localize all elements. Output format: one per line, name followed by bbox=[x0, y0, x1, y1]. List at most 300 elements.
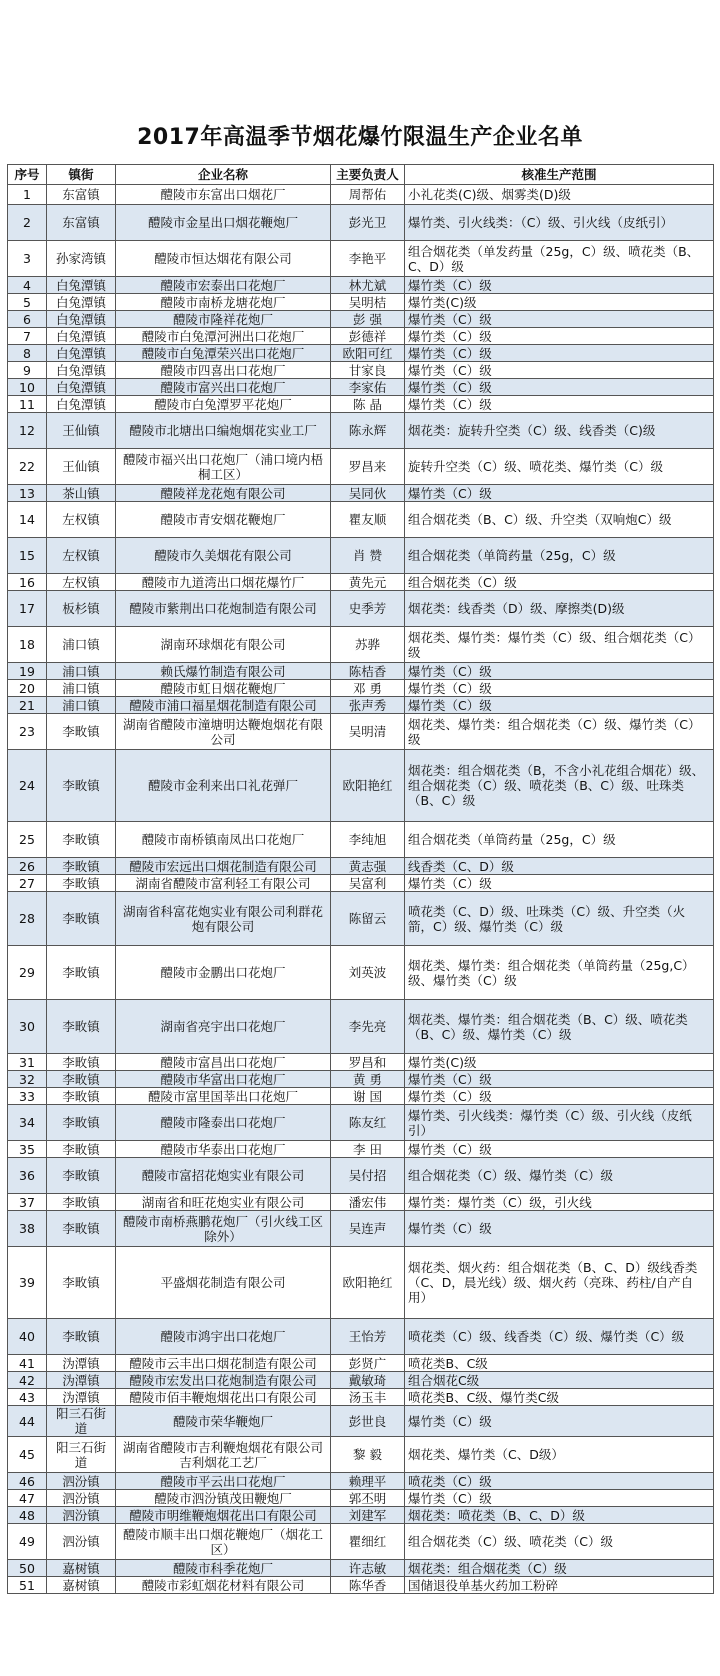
table-row bbox=[8, 574, 714, 591]
table-row bbox=[8, 502, 714, 538]
cell-person: 史季芳 bbox=[331, 591, 405, 627]
cell-person: 李纯旭 bbox=[331, 822, 405, 858]
cell-person: 许志敏 bbox=[331, 1560, 405, 1577]
cell-person: 欧阳艳红 bbox=[331, 750, 405, 822]
table-row bbox=[8, 345, 714, 362]
cell-scope: 爆竹类(C)级 bbox=[405, 1054, 714, 1071]
cell-town: 白兔潭镇 bbox=[47, 396, 116, 413]
cell-person: 周帮佑 bbox=[331, 185, 405, 205]
cell-town: 阳三石街道 bbox=[47, 1406, 116, 1437]
cell-person: 甘家良 bbox=[331, 362, 405, 379]
cell-person: 欧阳可红 bbox=[331, 345, 405, 362]
cell-company: 醴陵市富里国莘出口花炮厂 bbox=[116, 1088, 331, 1105]
table-row bbox=[8, 822, 714, 858]
table-row bbox=[8, 1194, 714, 1211]
page-title: 2017年高温季节烟花爆竹限温生产企业名单 bbox=[137, 125, 583, 150]
cell-town: 孙家湾镇 bbox=[47, 241, 116, 277]
cell-scope: 爆竹类（C）级 bbox=[405, 328, 714, 345]
cell-no: 5 bbox=[8, 294, 47, 311]
cell-company: 醴陵市云丰出口烟花制造有限公司 bbox=[116, 1355, 331, 1372]
cell-company: 赖氏爆竹制造有限公司 bbox=[116, 663, 331, 680]
cell-scope: 烟花类：喷花类（B、C、D）级 bbox=[405, 1507, 714, 1524]
cell-person: 刘英波 bbox=[331, 946, 405, 1000]
cell-person: 陈留云 bbox=[331, 892, 405, 946]
table-row bbox=[8, 485, 714, 502]
cell-person: 陈友红 bbox=[331, 1105, 405, 1141]
cell-person: 肖 赞 bbox=[331, 538, 405, 574]
cell-company: 醴陵市浦口福星烟花制造有限公司 bbox=[116, 697, 331, 714]
cell-scope: 爆竹类（C）级 bbox=[405, 379, 714, 396]
table-row bbox=[8, 379, 714, 396]
cell-no: 48 bbox=[8, 1507, 47, 1524]
cell-company: 醴陵市华泰出口花炮厂 bbox=[116, 1141, 331, 1158]
cell-company: 醴陵市宏发出口花炮制造有限公司 bbox=[116, 1372, 331, 1389]
cell-company: 湖南省和旺花炮实业有限公司 bbox=[116, 1194, 331, 1211]
cell-town: 浦口镇 bbox=[47, 680, 116, 697]
cell-no: 37 bbox=[8, 1194, 47, 1211]
cell-scope: 爆竹类（C）级 bbox=[405, 1088, 714, 1105]
table-row bbox=[8, 1437, 714, 1473]
cell-town: 板杉镇 bbox=[47, 591, 116, 627]
cell-town: 白兔潭镇 bbox=[47, 277, 116, 294]
cell-company: 湖南省醴陵市吉利鞭炮烟花有限公司吉利烟花工艺厂 bbox=[116, 1437, 331, 1473]
table-row bbox=[8, 1372, 714, 1389]
cell-company: 醴陵市金星出口烟花鞭炮厂 bbox=[116, 205, 331, 241]
cell-person: 彭德祥 bbox=[331, 328, 405, 345]
cell-company: 醴陵市华富出口花炮厂 bbox=[116, 1071, 331, 1088]
cell-scope: 组合烟花类（C）级、喷花类（C）级 bbox=[405, 1524, 714, 1560]
cell-no: 43 bbox=[8, 1389, 47, 1406]
cell-scope: 组合烟花类（单筒药量（25g，C）级 bbox=[405, 538, 714, 574]
cell-town: 李畋镇 bbox=[47, 1211, 116, 1247]
cell-no: 20 bbox=[8, 680, 47, 697]
cell-scope: 爆竹类（C）级 bbox=[405, 875, 714, 892]
cell-person: 李先亮 bbox=[331, 1000, 405, 1054]
cell-company: 醴陵市富昌出口花炮厂 bbox=[116, 1054, 331, 1071]
cell-no: 15 bbox=[8, 538, 47, 574]
header-town: 镇街 bbox=[47, 165, 116, 185]
cell-company: 醴陵市鸿宇出口花炮厂 bbox=[116, 1319, 331, 1355]
cell-scope: 烟花类：组合烟花类（B，不含小礼花组合烟花）级、组合烟花类（C）级、喷花类（B、C）级、吐珠类（B、C）级 bbox=[405, 750, 714, 822]
cell-person: 刘建军 bbox=[331, 1507, 405, 1524]
cell-company: 醴陵市白兔潭河洲出口花炮厂 bbox=[116, 328, 331, 345]
cell-no: 16 bbox=[8, 574, 47, 591]
cell-town: 茶山镇 bbox=[47, 485, 116, 502]
cell-scope: 烟花类、烟火药：组合烟花类（B、C、D）级线香类（C、D，晨光线）级、烟火药（亮珠、药柱/自产自用） bbox=[405, 1247, 714, 1319]
cell-company: 醴陵市隆泰出口花炮厂 bbox=[116, 1105, 331, 1141]
table-row bbox=[8, 311, 714, 328]
cell-person: 王怡芳 bbox=[331, 1319, 405, 1355]
table-row bbox=[8, 277, 714, 294]
cell-no: 28 bbox=[8, 892, 47, 946]
table-row bbox=[8, 1071, 714, 1088]
cell-person: 张声秀 bbox=[331, 697, 405, 714]
cell-no: 31 bbox=[8, 1054, 47, 1071]
header-scope: 核准生产范围 bbox=[405, 165, 714, 185]
cell-person: 罗昌和 bbox=[331, 1054, 405, 1071]
cell-scope: 爆竹类、引火线类：（C）级、引火线（皮纸引） bbox=[405, 205, 714, 241]
cell-company: 湖南省醴陵市潼塘明达鞭炮烟花有限公司 bbox=[116, 714, 331, 750]
cell-company: 醴陵市福兴出口花炮厂（浦口境内梧桐工区） bbox=[116, 449, 331, 485]
cell-town: 李畋镇 bbox=[47, 1194, 116, 1211]
cell-no: 9 bbox=[8, 362, 47, 379]
table-header-row bbox=[8, 165, 714, 185]
cell-company: 湖南省亮宇出口花炮厂 bbox=[116, 1000, 331, 1054]
cell-no: 49 bbox=[8, 1524, 47, 1560]
cell-no: 3 bbox=[8, 241, 47, 277]
cell-town: 泗汾镇 bbox=[47, 1473, 116, 1490]
cell-company: 醴陵市南桥燕鹏花炮厂（引火线工区除外） bbox=[116, 1211, 331, 1247]
cell-scope: 喷花类（C、D）级、吐珠类（C）级、升空类（火箭，C）级、爆竹类（C）级 bbox=[405, 892, 714, 946]
table-row bbox=[8, 1141, 714, 1158]
cell-no: 12 bbox=[8, 413, 47, 449]
cell-no: 7 bbox=[8, 328, 47, 345]
cell-town: 李畋镇 bbox=[47, 1319, 116, 1355]
cell-person: 黄志强 bbox=[331, 858, 405, 875]
cell-person: 邓 勇 bbox=[331, 680, 405, 697]
cell-scope: 爆竹类（C）级 bbox=[405, 277, 714, 294]
cell-scope: 爆竹类（C）级 bbox=[405, 1490, 714, 1507]
cell-no: 51 bbox=[8, 1577, 47, 1594]
cell-person: 谢 国 bbox=[331, 1088, 405, 1105]
table-row bbox=[8, 591, 714, 627]
cell-no: 2 bbox=[8, 205, 47, 241]
cell-company: 醴陵市金利来出口礼花弹厂 bbox=[116, 750, 331, 822]
table-body bbox=[8, 185, 714, 1594]
cell-town: 嘉树镇 bbox=[47, 1577, 116, 1594]
table-row bbox=[8, 1158, 714, 1194]
cell-company: 醴陵市南桥龙塘花炮厂 bbox=[116, 294, 331, 311]
cell-no: 21 bbox=[8, 697, 47, 714]
cell-scope: 旋转升空类（C）级、喷花类、爆竹类（C）级 bbox=[405, 449, 714, 485]
cell-town: 李畋镇 bbox=[47, 822, 116, 858]
cell-person: 李家佑 bbox=[331, 379, 405, 396]
cell-person: 李艳平 bbox=[331, 241, 405, 277]
cell-town: 泗汾镇 bbox=[47, 1524, 116, 1560]
cell-town: 左权镇 bbox=[47, 538, 116, 574]
cell-scope: 组合烟花类（C）级 bbox=[405, 574, 714, 591]
cell-scope: 爆竹类（C）级 bbox=[405, 663, 714, 680]
cell-scope: 爆竹类（C）级 bbox=[405, 1141, 714, 1158]
cell-scope: 爆竹类、引火线类：爆竹类（C）级、引火线（皮纸引） bbox=[405, 1105, 714, 1141]
cell-town: 李畋镇 bbox=[47, 1141, 116, 1158]
cell-town: 李畋镇 bbox=[47, 1105, 116, 1141]
table-row bbox=[8, 750, 714, 822]
cell-no: 27 bbox=[8, 875, 47, 892]
cell-scope: 喷花类B、C级 bbox=[405, 1355, 714, 1372]
cell-town: 李畋镇 bbox=[47, 1088, 116, 1105]
cell-company: 醴陵市隆祥花炮厂 bbox=[116, 311, 331, 328]
table-row bbox=[8, 627, 714, 663]
cell-town: 李畋镇 bbox=[47, 714, 116, 750]
cell-person: 吴连声 bbox=[331, 1211, 405, 1247]
cell-town: 沩潭镇 bbox=[47, 1355, 116, 1372]
cell-no: 38 bbox=[8, 1211, 47, 1247]
cell-no: 35 bbox=[8, 1141, 47, 1158]
cell-town: 李畋镇 bbox=[47, 892, 116, 946]
cell-person: 潘宏伟 bbox=[331, 1194, 405, 1211]
cell-company: 醴陵市恒达烟花有限公司 bbox=[116, 241, 331, 277]
table-row bbox=[8, 1088, 714, 1105]
cell-no: 25 bbox=[8, 822, 47, 858]
cell-company: 醴陵市青安烟花鞭炮厂 bbox=[116, 502, 331, 538]
cell-town: 浦口镇 bbox=[47, 663, 116, 680]
table-row bbox=[8, 1473, 714, 1490]
table-row bbox=[8, 205, 714, 241]
cell-town: 东富镇 bbox=[47, 185, 116, 205]
cell-scope: 烟花类：组合烟花类（C）级 bbox=[405, 1560, 714, 1577]
cell-company: 醴陵市九道湾出口烟花爆竹厂 bbox=[116, 574, 331, 591]
cell-no: 4 bbox=[8, 277, 47, 294]
cell-person: 吴明桔 bbox=[331, 294, 405, 311]
cell-company: 醴陵市北塘出口编炮烟花实业工厂 bbox=[116, 413, 331, 449]
cell-town: 李畋镇 bbox=[47, 1247, 116, 1319]
cell-person: 吴付招 bbox=[331, 1158, 405, 1194]
header-person: 主要负责人 bbox=[331, 165, 405, 185]
table-row bbox=[8, 538, 714, 574]
cell-person: 陈永辉 bbox=[331, 413, 405, 449]
cell-company: 醴陵市富兴出口花炮厂 bbox=[116, 379, 331, 396]
table-row bbox=[8, 946, 714, 1000]
cell-scope: 爆竹类（C）级 bbox=[405, 311, 714, 328]
cell-scope: 爆竹类（C）级 bbox=[405, 680, 714, 697]
cell-scope: 组合烟花类（单筒药量（25g，C）级 bbox=[405, 822, 714, 858]
cell-person: 苏骅 bbox=[331, 627, 405, 663]
cell-town: 李畋镇 bbox=[47, 875, 116, 892]
table-row bbox=[8, 449, 714, 485]
cell-town: 白兔潭镇 bbox=[47, 294, 116, 311]
table-row bbox=[8, 1490, 714, 1507]
table-row bbox=[8, 697, 714, 714]
cell-person: 吴同伙 bbox=[331, 485, 405, 502]
table-row bbox=[8, 714, 714, 750]
cell-no: 41 bbox=[8, 1355, 47, 1372]
cell-company: 醴陵市金鹏出口花炮厂 bbox=[116, 946, 331, 1000]
cell-company: 醴陵市久美烟花有限公司 bbox=[116, 538, 331, 574]
table-row bbox=[8, 1406, 714, 1437]
cell-person: 黄先元 bbox=[331, 574, 405, 591]
cell-no: 39 bbox=[8, 1247, 47, 1319]
cell-company: 醴陵市明维鞭炮烟花出口有限公司 bbox=[116, 1507, 331, 1524]
cell-town: 泗汾镇 bbox=[47, 1507, 116, 1524]
table-row bbox=[8, 892, 714, 946]
cell-town: 李畋镇 bbox=[47, 858, 116, 875]
cell-no: 14 bbox=[8, 502, 47, 538]
cell-no: 6 bbox=[8, 311, 47, 328]
cell-person: 彭贤广 bbox=[331, 1355, 405, 1372]
cell-town: 浦口镇 bbox=[47, 627, 116, 663]
cell-town: 左权镇 bbox=[47, 502, 116, 538]
cell-person: 瞿友顺 bbox=[331, 502, 405, 538]
cell-no: 45 bbox=[8, 1437, 47, 1473]
cell-town: 嘉树镇 bbox=[47, 1560, 116, 1577]
cell-no: 13 bbox=[8, 485, 47, 502]
table-row bbox=[8, 1000, 714, 1054]
cell-no: 18 bbox=[8, 627, 47, 663]
cell-person: 罗昌来 bbox=[331, 449, 405, 485]
cell-scope: 烟花类：线香类（D）级、摩擦类(D)级 bbox=[405, 591, 714, 627]
cell-scope: 组合烟花类（单发药量（25g，C）级、喷花类（B、C、D）级 bbox=[405, 241, 714, 277]
cell-scope: 爆竹类(C)级 bbox=[405, 294, 714, 311]
cell-person: 黄 勇 bbox=[331, 1071, 405, 1088]
cell-no: 26 bbox=[8, 858, 47, 875]
cell-no: 42 bbox=[8, 1372, 47, 1389]
header-no: 序号 bbox=[8, 165, 47, 185]
cell-person: 戴敏琦 bbox=[331, 1372, 405, 1389]
cell-person: 赖理平 bbox=[331, 1473, 405, 1490]
cell-scope: 爆竹类（C）级 bbox=[405, 345, 714, 362]
cell-scope: 爆竹类（C）级 bbox=[405, 1211, 714, 1247]
table-row bbox=[8, 362, 714, 379]
table-row bbox=[8, 858, 714, 875]
cell-person: 陈华香 bbox=[331, 1577, 405, 1594]
cell-no: 17 bbox=[8, 591, 47, 627]
table-row bbox=[8, 328, 714, 345]
cell-company: 醴陵市南桥镇南凤出口花炮厂 bbox=[116, 822, 331, 858]
table-row bbox=[8, 1524, 714, 1560]
header-company: 企业名称 bbox=[116, 165, 331, 185]
cell-no: 36 bbox=[8, 1158, 47, 1194]
cell-town: 李畋镇 bbox=[47, 1071, 116, 1088]
table-row bbox=[8, 1577, 714, 1594]
cell-town: 白兔潭镇 bbox=[47, 345, 116, 362]
cell-person: 吴富利 bbox=[331, 875, 405, 892]
cell-no: 24 bbox=[8, 750, 47, 822]
cell-no: 50 bbox=[8, 1560, 47, 1577]
cell-company: 醴陵市富招花炮实业有限公司 bbox=[116, 1158, 331, 1194]
cell-no: 1 bbox=[8, 185, 47, 205]
table-row bbox=[8, 663, 714, 680]
table-row bbox=[8, 680, 714, 697]
cell-scope: 烟花类、爆竹类：组合烟花类（B、C）级、喷花类（B、C）级、爆竹类（C）级 bbox=[405, 1000, 714, 1054]
cell-town: 李畋镇 bbox=[47, 946, 116, 1000]
cell-person: 黎 毅 bbox=[331, 1437, 405, 1473]
cell-town: 李畋镇 bbox=[47, 1000, 116, 1054]
cell-town: 李畋镇 bbox=[47, 750, 116, 822]
table-row bbox=[8, 1247, 714, 1319]
cell-company: 醴陵市白兔潭荣兴出口花炮厂 bbox=[116, 345, 331, 362]
cell-company: 醴陵市彩虹烟花材料有限公司 bbox=[116, 1577, 331, 1594]
table-row bbox=[8, 396, 714, 413]
cell-town: 李畋镇 bbox=[47, 1054, 116, 1071]
cell-no: 22 bbox=[8, 449, 47, 485]
cell-town: 东富镇 bbox=[47, 205, 116, 241]
enterprise-table bbox=[7, 164, 714, 1594]
cell-scope: 组合烟花类（C）级、爆竹类（C）级 bbox=[405, 1158, 714, 1194]
cell-no: 33 bbox=[8, 1088, 47, 1105]
cell-town: 白兔潭镇 bbox=[47, 328, 116, 345]
table-row bbox=[8, 1054, 714, 1071]
cell-person: 吴明清 bbox=[331, 714, 405, 750]
cell-scope: 爆竹类（C）级 bbox=[405, 1071, 714, 1088]
cell-company: 湖南省醴陵市富利轻工有限公司 bbox=[116, 875, 331, 892]
cell-no: 47 bbox=[8, 1490, 47, 1507]
cell-scope: 烟花类：旋转升空类（C）级、线香类（C)级 bbox=[405, 413, 714, 449]
cell-person: 林尤斌 bbox=[331, 277, 405, 294]
cell-no: 23 bbox=[8, 714, 47, 750]
cell-scope: 组合烟花类（B、C）级、升空类（双响炮C）级 bbox=[405, 502, 714, 538]
cell-company: 醴陵市宏远出口烟花制造有限公司 bbox=[116, 858, 331, 875]
cell-scope: 烟花类、爆竹类：组合烟花类（C）级、爆竹类（C）级 bbox=[405, 714, 714, 750]
cell-company: 醴陵市荣华鞭炮厂 bbox=[116, 1406, 331, 1437]
cell-company: 醴陵市顺丰出口烟花鞭炮厂（烟花工区） bbox=[116, 1524, 331, 1560]
cell-town: 白兔潭镇 bbox=[47, 311, 116, 328]
cell-company: 醴陵市宏泰出口花炮厂 bbox=[116, 277, 331, 294]
cell-town: 白兔潭镇 bbox=[47, 379, 116, 396]
cell-scope: 爆竹类（C）级 bbox=[405, 485, 714, 502]
cell-company: 醴陵市佰丰鞭炮烟花出口有限公司 bbox=[116, 1389, 331, 1406]
cell-no: 11 bbox=[8, 396, 47, 413]
cell-person: 彭世良 bbox=[331, 1406, 405, 1437]
cell-scope: 爆竹类（C）级 bbox=[405, 396, 714, 413]
cell-company: 醴陵市紫荆出口花炮制造有限公司 bbox=[116, 591, 331, 627]
cell-company: 平盛烟花制造有限公司 bbox=[116, 1247, 331, 1319]
cell-scope: 烟花类、爆竹类（C、D级） bbox=[405, 1437, 714, 1473]
cell-scope: 小礼花类(C)级、烟雾类(D)级 bbox=[405, 185, 714, 205]
cell-town: 王仙镇 bbox=[47, 413, 116, 449]
cell-person: 彭光卫 bbox=[331, 205, 405, 241]
cell-no: 19 bbox=[8, 663, 47, 680]
cell-town: 白兔潭镇 bbox=[47, 362, 116, 379]
table-row bbox=[8, 1105, 714, 1141]
cell-person: 汤玉丰 bbox=[331, 1389, 405, 1406]
cell-scope: 喷花类B、C级、爆竹类C级 bbox=[405, 1389, 714, 1406]
cell-scope: 喷花类（C）级 bbox=[405, 1473, 714, 1490]
cell-company: 醴陵市四喜出口花炮厂 bbox=[116, 362, 331, 379]
cell-town: 王仙镇 bbox=[47, 449, 116, 485]
cell-no: 46 bbox=[8, 1473, 47, 1490]
table-row bbox=[8, 1355, 714, 1372]
cell-town: 左权镇 bbox=[47, 574, 116, 591]
cell-company: 醴陵市平云出口花炮厂 bbox=[116, 1473, 331, 1490]
cell-person: 彭 强 bbox=[331, 311, 405, 328]
cell-no: 34 bbox=[8, 1105, 47, 1141]
cell-no: 29 bbox=[8, 946, 47, 1000]
cell-company: 醴陵市科季花炮厂 bbox=[116, 1560, 331, 1577]
cell-town: 阳三石街道 bbox=[47, 1437, 116, 1473]
cell-no: 10 bbox=[8, 379, 47, 396]
table-row bbox=[8, 1319, 714, 1355]
cell-town: 沩潭镇 bbox=[47, 1389, 116, 1406]
cell-scope: 爆竹类：爆竹类（C）级，引火线 bbox=[405, 1194, 714, 1211]
cell-company: 醴陵祥龙花炮有限公司 bbox=[116, 485, 331, 502]
cell-town: 沩潭镇 bbox=[47, 1372, 116, 1389]
table-row bbox=[8, 1211, 714, 1247]
cell-town: 李畋镇 bbox=[47, 1158, 116, 1194]
cell-scope: 爆竹类（C）级 bbox=[405, 697, 714, 714]
cell-scope: 组合烟花C级 bbox=[405, 1372, 714, 1389]
cell-company: 醴陵市泗汾镇茂田鞭炮厂 bbox=[116, 1490, 331, 1507]
table-row bbox=[8, 413, 714, 449]
table-row bbox=[8, 1389, 714, 1406]
table-row bbox=[8, 241, 714, 277]
table-row bbox=[8, 1560, 714, 1577]
cell-scope: 线香类（C、D）级 bbox=[405, 858, 714, 875]
cell-no: 40 bbox=[8, 1319, 47, 1355]
cell-company: 湖南省科富花炮实业有限公司利群花炮有限公司 bbox=[116, 892, 331, 946]
cell-scope: 国储退役单基火药加工粉碎 bbox=[405, 1577, 714, 1594]
table-row bbox=[8, 875, 714, 892]
cell-no: 32 bbox=[8, 1071, 47, 1088]
cell-company: 醴陵市东富出口烟花厂 bbox=[116, 185, 331, 205]
cell-person: 李 田 bbox=[331, 1141, 405, 1158]
cell-company: 醴陵市虹日烟花鞭炮厂 bbox=[116, 680, 331, 697]
cell-no: 44 bbox=[8, 1406, 47, 1437]
cell-company: 醴陵市白兔潭罗平花炮厂 bbox=[116, 396, 331, 413]
cell-scope: 烟花类、爆竹类：爆竹类（C）级、组合烟花类（C）级 bbox=[405, 627, 714, 663]
cell-scope: 喷花类（C）级、线香类（C）级、爆竹类（C）级 bbox=[405, 1319, 714, 1355]
table-row bbox=[8, 185, 714, 205]
